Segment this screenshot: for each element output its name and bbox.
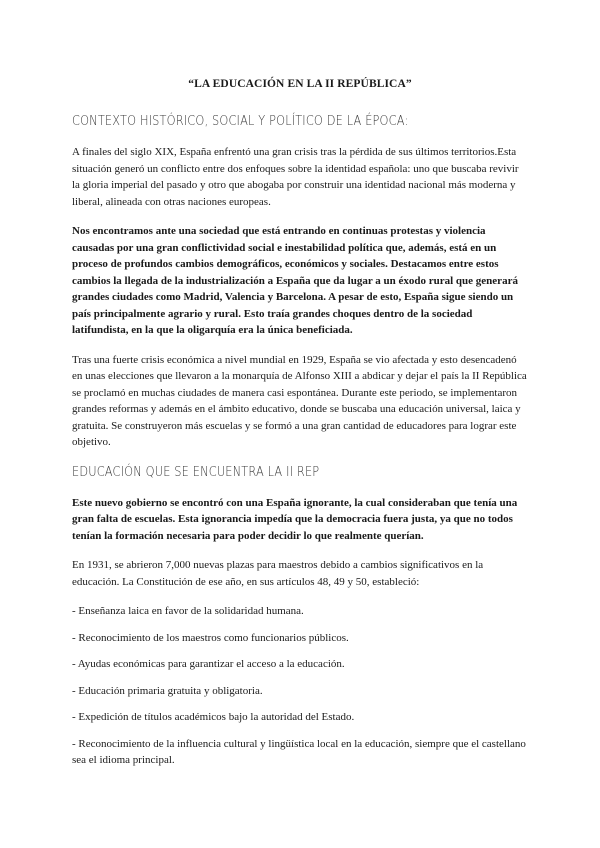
paragraph-republic: Tras una fuerte crisis económica a nivel mundial en 1929, España se vio afectada y esto desencadenó en unas elecciones que llevaron a la monarquía de Alfonso XIII a abdicar y dejar el país la II República se proclamó en muchas ciudades de manera casi espontánea. Durante este periodo, se implementaron grandes reformas y además en el ámbito educativo, donde se buscaba una educación universal, laica y gratuita. Se construyeron más escuelas y se formó a una gran cantidad de educadores para lograr este objetivo. [72,353,527,448]
list-item: - Educación primaria gratuita y obligatoria. [72,684,263,697]
constitution-list [72,603,528,769]
section-context [72,113,528,451]
document-page [72,78,528,779]
list-item: - Reconocimiento de los maestros como funcionarios públicos. [72,631,349,644]
paragraph-crisis: A finales del siglo XIX, España enfrentó una gran crisis tras la pérdida de sus últimos territorios.Esta situación generó un conflicto entre dos enfoques sobre la identidad española: uno que buscaba revivir la gloria imperial del pasado y otro que abogaba por construir una identidad nacional más moderna y liberal, alineada con otras naciones europeas. [72,146,519,208]
section-heading-education: EDUCACIÓN QUE SE ENCUENTRA LA II REP [72,463,320,480]
paragraph-society: Nos encontramos ante una sociedad que está entrando en continuas protestas y violencia causadas por una gran conflictividad social e inestabilidad política que, además, está en un proceso de profundos cambios demográficos, económicos y sociales. Destacamos entre estos cambios la llegada de la industrialización a España que da lugar a un éxodo rural que generará grandes ciudades como Madrid, Valencia y Barcelona. A pesar de esto, España sigue siendo un país principalmente agrario y rural. Esto traía grandes choques dentro de la sociedad latifundista, en la que la oligarquía era la única beneficiada. [72,225,518,336]
list-item: - Enseñanza laica en favor de la solidaridad humana. [72,605,304,617]
section-heading-context: CONTEXTO HISTÓRICO, SOCIAL Y POLÍTICO DE LA ÉPOCA: [72,113,409,129]
document-title: “LA EDUCACIÓN EN LA II REPÚBLICA” [188,78,412,90]
section-education [72,464,528,769]
list-item: - Expedición de títulos académicos bajo la autoridad del Estado. [72,711,355,723]
paragraph-1931: En 1931, se abrieron 7,000 nuevas plazas para maestros debido a cambios significativos en la educación. La Constitución de ese año, en sus artículos 48, 49 y 50, estableció: [72,559,484,588]
list-item: - Reconocimiento de la influencia cultural y lingüística local en la educación, siempre que el castellano sea el idioma principal. [72,737,526,766]
list-item: - Ayudas económicas para garantizar el acceso a la educación. [72,658,345,670]
paragraph-ignorance: Este nuevo gobierno se encontró con una España ignorante, la cual consideraban que tenía una gran falta de escuelas. Esta ignorancia impedía que la democracia fuera justa, ya que no todos tenían la formación necesaria para poder decidir lo que realmente querían. [72,496,518,542]
